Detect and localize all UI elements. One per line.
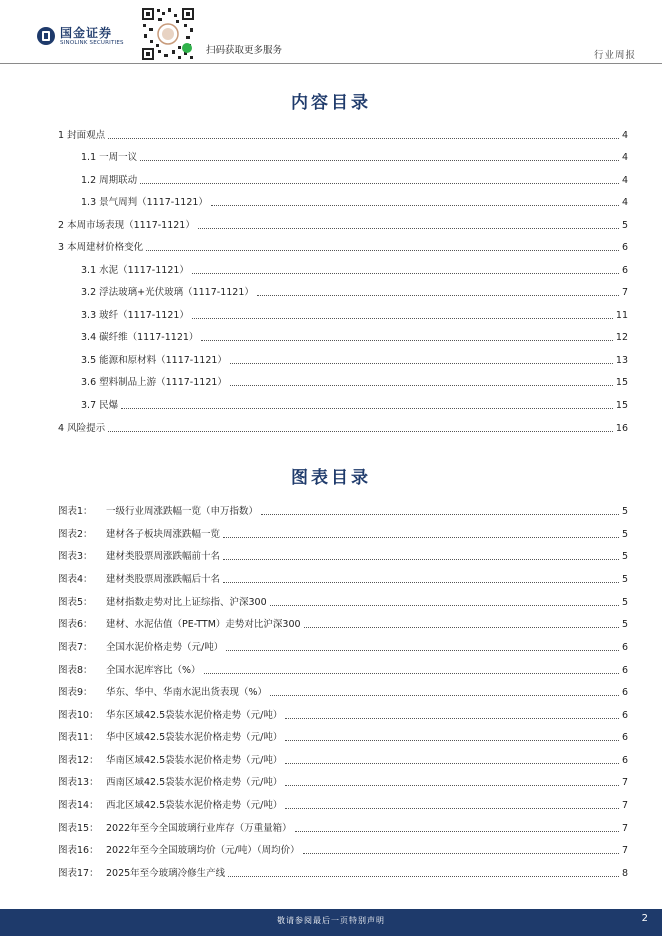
figure-page-number: 6	[621, 732, 628, 743]
toc-page-number: 15	[615, 377, 628, 388]
figure-page-number: 5	[621, 574, 628, 585]
toc-item[interactable]: 1 封面观点 4	[58, 130, 628, 141]
figure-page-number: 5	[621, 551, 628, 562]
figure-item[interactable]	[58, 730, 628, 744]
figure-page-number: 5	[621, 597, 628, 608]
figure-label: 图表5：	[58, 597, 93, 608]
dot-leader	[261, 513, 619, 515]
figure-caption: 2022年至今全国玻璃均价（元/吨）（周均价）	[106, 845, 300, 856]
toc-page-number: 4	[621, 197, 628, 208]
figure-caption: 华南区域42.5袋装水泥价格走势（元/吨）	[106, 755, 283, 766]
dot-leader	[192, 317, 613, 319]
figure-caption: 一级行业周涨跌幅一览（申万指数）	[106, 506, 259, 517]
dot-leader	[108, 430, 613, 432]
toc-page-number: 12	[615, 332, 628, 343]
footer-disclaimer: 敬请参阅最后一页特别声明	[277, 916, 385, 925]
figure-label: 图表11：	[58, 732, 99, 743]
dot-leader	[285, 739, 619, 741]
toc-page-number: 4	[621, 175, 628, 186]
toc-title: 内容目录	[291, 93, 371, 113]
figure-item[interactable]	[58, 708, 628, 722]
figure-page-number: 7	[621, 800, 628, 811]
figure-caption: 西南区域42.5袋装水泥价格走势（元/吨）	[106, 777, 283, 788]
figure-caption: 全国水泥库容比（%）	[106, 665, 201, 676]
figure-caption: 华东、华中、华南水泥出货表现（%）	[106, 687, 268, 698]
figure-caption: 西北区域42.5袋装水泥价格走势（元/吨）	[106, 800, 283, 811]
dot-leader	[223, 558, 619, 560]
figure-label: 图表1：	[58, 506, 93, 517]
dot-leader	[146, 249, 619, 251]
dot-leader	[140, 159, 619, 161]
toc-page-number: 6	[621, 265, 628, 276]
dot-leader	[204, 672, 619, 674]
figure-page-number: 6	[621, 687, 628, 698]
toc-page-number: 11	[615, 310, 628, 321]
figure-label: 图表6：	[58, 619, 93, 630]
dot-leader	[295, 830, 619, 832]
figure-label: 图表13：	[58, 777, 99, 788]
dot-leader	[108, 137, 619, 139]
figure-item[interactable]	[58, 663, 628, 677]
figure-caption: 2022年至今全国玻璃行业库存（万重量箱）	[106, 823, 292, 834]
figure-label: 图表9：	[58, 687, 93, 698]
figure-list-title: 图表目录	[291, 468, 371, 488]
toc-page-number: 4	[621, 152, 628, 163]
figure-page-number: 5	[621, 529, 628, 540]
figure-label: 图表12：	[58, 755, 99, 766]
toc-item[interactable]: 1.2 周期联动 4	[81, 175, 628, 186]
toc-page-number: 15	[615, 400, 628, 411]
figure-label: 图表8：	[58, 665, 93, 676]
dot-leader	[140, 182, 619, 184]
toc-page-number: 4	[621, 130, 628, 141]
figure-page-number: 5	[621, 506, 628, 517]
figure-item[interactable]	[58, 843, 628, 857]
figure-item[interactable]	[58, 821, 628, 835]
figure-caption: 2025年至今玻璃冷修生产线	[106, 868, 226, 879]
toc-item[interactable]: 3.3 玻纤（1117-1121） 11	[81, 310, 628, 321]
figure-label: 图表16：	[58, 845, 99, 856]
sinolink-logo	[36, 24, 136, 50]
dot-leader	[257, 294, 619, 296]
figure-label: 图表3：	[58, 551, 93, 562]
scan-for-services-text: 扫码获取更多服务	[206, 45, 283, 56]
figure-item[interactable]	[58, 572, 628, 586]
logo-company-name-en: SINOLINK SECURITIES	[60, 40, 124, 46]
dot-leader	[285, 784, 619, 786]
figure-caption: 建材类股票周涨跌幅后十名	[106, 574, 221, 585]
figure-page-number: 7	[621, 777, 628, 788]
toc-item[interactable]: 3.6 塑料制品上游（1117-1121） 15	[81, 377, 628, 388]
figure-item[interactable]	[58, 549, 628, 563]
dot-leader	[270, 604, 619, 606]
figure-item[interactable]	[58, 798, 628, 812]
qr-code-icon[interactable]	[140, 6, 196, 62]
figure-item[interactable]	[58, 640, 628, 654]
figure-label: 图表10：	[58, 710, 99, 721]
figure-caption: 建材指数走势对比上证综指、沪深300	[106, 597, 267, 608]
dot-leader	[285, 807, 619, 809]
dot-leader	[230, 362, 613, 364]
figure-caption: 华中区域42.5袋装水泥价格走势（元/吨）	[106, 732, 283, 743]
figure-page-number: 7	[621, 823, 628, 834]
figure-label: 图表17：	[58, 868, 99, 879]
header-divider	[0, 63, 662, 64]
dot-leader	[270, 694, 619, 696]
dot-leader	[223, 536, 619, 538]
figure-label: 图表7：	[58, 642, 93, 653]
figure-item[interactable]	[58, 866, 628, 880]
toc-item[interactable]: 1.3 景气周判（1117-1121） 4	[81, 197, 628, 208]
figure-label: 图表4：	[58, 574, 93, 585]
sinolink-logo-icon	[36, 26, 56, 46]
figure-item[interactable]	[58, 753, 628, 767]
figure-item[interactable]	[58, 527, 628, 541]
figure-item[interactable]	[58, 685, 628, 699]
toc-page-number: 13	[615, 355, 628, 366]
dot-leader	[226, 649, 619, 651]
figure-item[interactable]	[58, 595, 628, 609]
dot-leader	[228, 875, 619, 877]
page-number: 2	[641, 913, 648, 924]
dot-leader	[285, 717, 619, 719]
dot-leader	[192, 272, 619, 274]
figure-page-number: 6	[621, 755, 628, 766]
dot-leader	[303, 852, 619, 854]
dot-leader	[201, 339, 612, 341]
figure-caption: 全国水泥价格走势（元/吨）	[106, 642, 224, 653]
figure-caption: 建材各子板块周涨跌幅一览	[106, 529, 221, 540]
figure-label: 图表15：	[58, 823, 99, 834]
figure-caption: 建材、水泥估值（PE-TTM）走势对比沪深300	[106, 619, 301, 630]
dot-leader	[223, 581, 619, 583]
figure-item[interactable]	[58, 617, 628, 631]
figure-item[interactable]	[58, 775, 628, 789]
toc-item[interactable]: 3 本周建材价格变化 6	[58, 242, 628, 253]
page-header	[0, 0, 662, 64]
toc-item[interactable]: 3.7 民爆 15	[81, 400, 628, 411]
dot-leader	[121, 407, 613, 409]
figure-page-number: 6	[621, 665, 628, 676]
dot-leader	[198, 227, 619, 229]
toc-item[interactable]: 3.4 碳纤维（1117-1121） 12	[81, 332, 628, 343]
dot-leader	[304, 626, 619, 628]
figure-page-number: 7	[621, 845, 628, 856]
report-type-label: 行业周报	[593, 50, 636, 61]
dot-leader	[230, 384, 613, 386]
figure-label: 图表2：	[58, 529, 93, 540]
figure-item[interactable]	[58, 504, 628, 518]
figure-label: 图表14：	[58, 800, 99, 811]
toc-item[interactable]: 4 风险提示 16	[58, 423, 628, 434]
toc-item[interactable]: 2 本周市场表现（1117-1121） 5	[58, 220, 628, 231]
toc-page-number: 16	[615, 423, 628, 434]
figure-page-number: 5	[621, 619, 628, 630]
toc-item[interactable]: 3.5 能源和原材料（1117-1121） 13	[81, 355, 628, 366]
toc-item[interactable]: 3.1 水泥（1117-1121） 6	[81, 265, 628, 276]
figure-page-number: 8	[621, 868, 628, 879]
toc-page-number: 6	[621, 242, 628, 253]
dot-leader	[211, 204, 619, 206]
toc-page-number: 7	[621, 287, 628, 298]
logo-company-name: 国金证券	[60, 26, 113, 40]
toc-page-number: 5	[621, 220, 628, 231]
dot-leader	[285, 762, 619, 764]
figure-page-number: 6	[621, 642, 628, 653]
figure-page-number: 6	[621, 710, 628, 721]
toc-item[interactable]: 1.1 一周一议 4	[81, 152, 628, 163]
figure-caption: 建材类股票周涨跌幅前十名	[106, 551, 221, 562]
toc-item[interactable]: 3.2 浮法玻璃+光伏玻璃（1117-1121） 7	[81, 287, 628, 298]
figure-caption: 华东区域42.5袋装水泥价格走势（元/吨）	[106, 710, 283, 721]
